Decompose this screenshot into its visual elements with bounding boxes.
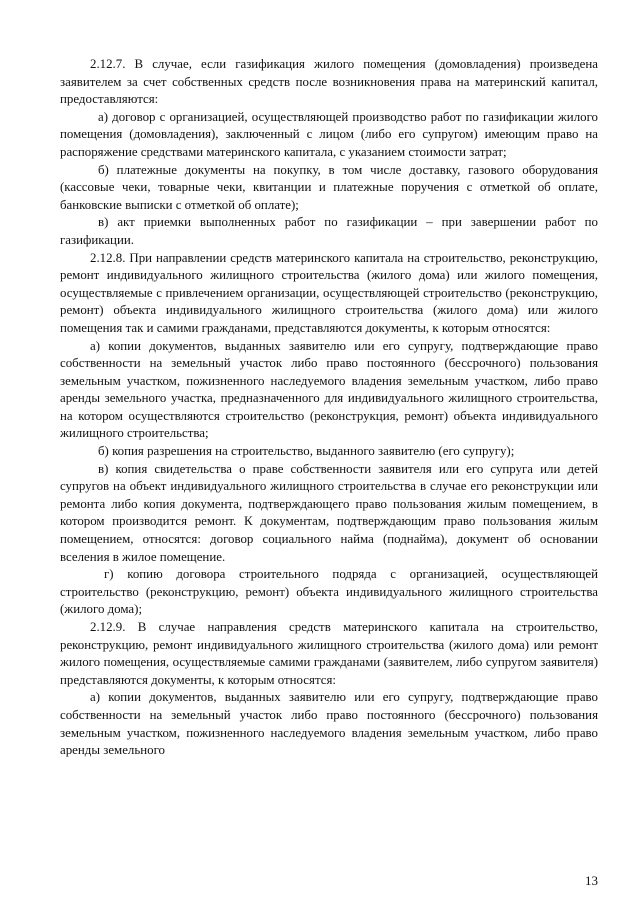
paragraph-2-12-8-g: г) копию договора строительного подряда с организацией, осуществляющей строительство (реконструкцию, ремонт) объекта индивидуального жилищного строительства (жилого дома);	[60, 567, 598, 617]
page-number: 13	[585, 873, 598, 888]
paragraph-2-12-7: 2.12.7. В случае, если газификация жилого помещения (домовладения) произведена заявителем за счет собственных средств после возникновения права на материнский капитал, предоставляются:	[60, 57, 598, 107]
paragraph-2-12-9: 2.12.9. В случае направления средств материнского капитала на строительство, реконструкцию, ремонт индивидуального жилищного строительства (жилого дома) или ремонт жилого помещения, осуществляемые самими гражданами (заявителем, либо супругом заявителя) представляются документы, к которым относятся:	[60, 620, 598, 687]
paragraph-2-12-7-v: в) акт приемки выполненных работ по газификации – при завершении работ по газификации.	[60, 215, 598, 247]
paragraph-2-12-7-a: а) договор с организацией, осуществляющей производство работ по газификации жилого помещения (домовладения), заключенный с лицом (либо его супругом) имеющим право на распоряжение средствами материнского капитала, с указанием стоимости затрат;	[60, 109, 598, 159]
paragraph-2-12-8-a: а) копии документов, выданных заявителю или его супругу, подтверждающие право собственности на земельный участок либо право постоянного (бессрочного) пользования земельным участком, пожизненного наследуемого владения земельным участком, либо право аренды земельного участка, предназначенного для индивидуального жилищного строительства, на котором осуществляются строительство (реконструкция, ремонт) объекта индивидуального жилищного строительства;	[60, 338, 598, 441]
paragraph-2-12-7-b: б) платежные документы на покупку, в том числе доставку, газового оборудования (кассовые чеки, товарные чеки, квитанции и платежные поручения с отметкой об оплате, банковские выписки с отметкой об оплате);	[60, 162, 598, 212]
paragraph-2-12-8-b: б) копия разрешения на строительство, выданного заявителю (его супругу);	[98, 444, 515, 459]
paragraph-2-12-8-v: в) копия свидетельства о праве собственности заявителя или его супруга или детей супругов на объект индивидуального жилищного строительства в случае его реконструкции или ремонта либо копия документа, подтверждающего право пользования жилым помещением, в котором производится ремонт. К документам, подтверждающим право пользования жилым помещением, относятся: договор социального найма (поднайма), документ об основании вселения в жилое помещение.	[60, 461, 598, 564]
paragraph-2-12-9-a: а) копии документов, выданных заявителю или его супругу, подтверждающие право собственности на земельный участок либо право постоянного (бессрочного) пользования земельным участком, пожизненного наследуемого владения земельным участком, либо право аренды земельного	[60, 690, 598, 758]
paragraph-2-12-8: 2.12.8. При направлении средств материнского капитала на строительство, реконструкцию, ремонт индивидуального жилищного строительства (жилого дома) или жилого помещения, осуществляемые с привлечением организации, осуществляющей строительство (реконструкцию, ремонт) объекта индивидуального жилищного строительства (жилого дома) или жилого помещения так и самими гражданами, представляются документы, к которым относятся:	[60, 250, 598, 335]
